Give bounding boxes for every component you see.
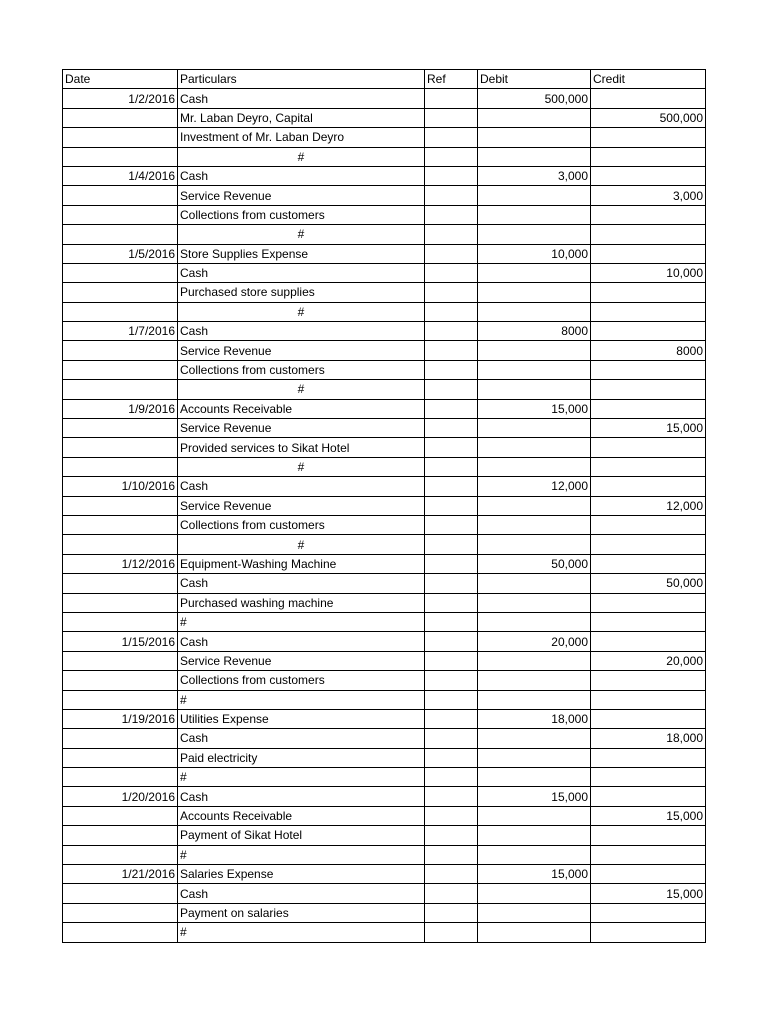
ref-cell: [425, 477, 478, 496]
ref-cell: [425, 380, 478, 399]
ref-cell: [425, 787, 478, 806]
credit-cell: [591, 632, 706, 651]
ref-cell: [425, 147, 478, 166]
table-row: [63, 457, 706, 476]
debit-cell: [478, 108, 591, 127]
ref-cell: [425, 108, 478, 127]
debit-cell: 50,000: [478, 554, 591, 573]
ref-cell: [425, 89, 478, 108]
ref-cell: [425, 457, 478, 476]
credit-cell: [591, 477, 706, 496]
debit-cell: 12,000: [478, 477, 591, 496]
debit-cell: [478, 923, 591, 942]
table-row: [63, 147, 706, 166]
debit-cell: [478, 263, 591, 282]
credit-cell: [591, 768, 706, 787]
particulars-cell: Accounts Receivable: [178, 806, 425, 825]
table-row: [63, 244, 706, 263]
debit-cell: [478, 612, 591, 631]
debit-cell: [478, 729, 591, 748]
date-cell: 1/2/2016: [63, 89, 178, 108]
table-row: [63, 322, 706, 341]
particulars-cell: Cash: [178, 787, 425, 806]
particulars-cell: Service Revenue: [178, 419, 425, 438]
date-cell: [63, 729, 178, 748]
ref-cell: [425, 845, 478, 864]
credit-cell: [591, 457, 706, 476]
ref-cell: [425, 768, 478, 787]
credit-cell: 20,000: [591, 651, 706, 670]
debit-cell: [478, 205, 591, 224]
credit-cell: [591, 244, 706, 263]
ref-cell: [425, 186, 478, 205]
credit-cell: [591, 845, 706, 864]
ref-cell: [425, 632, 478, 651]
particulars-cell: Collections from customers: [178, 205, 425, 224]
table-row: [63, 225, 706, 244]
ref-cell: [425, 205, 478, 224]
date-cell: [63, 884, 178, 903]
particulars-cell: #: [178, 690, 425, 709]
particulars-cell: Mr. Laban Deyro, Capital: [178, 108, 425, 127]
particulars-cell: Collections from customers: [178, 515, 425, 534]
table-row: [63, 515, 706, 534]
credit-cell: [591, 322, 706, 341]
table-row: [63, 884, 706, 903]
debit-cell: [478, 128, 591, 147]
debit-cell: [478, 903, 591, 922]
credit-cell: [591, 283, 706, 302]
table-row: [63, 535, 706, 554]
ref-cell: [425, 806, 478, 825]
credit-cell: 500,000: [591, 108, 706, 127]
ref-cell: [425, 322, 478, 341]
particulars-cell: Payment on salaries: [178, 903, 425, 922]
credit-cell: 50,000: [591, 574, 706, 593]
date-cell: [63, 360, 178, 379]
table-row: [63, 787, 706, 806]
table-row: [63, 671, 706, 690]
date-cell: [63, 419, 178, 438]
particulars-cell: #: [178, 302, 425, 321]
ref-cell: [425, 302, 478, 321]
ref-cell: [425, 438, 478, 457]
ref-cell: [425, 341, 478, 360]
debit-cell: [478, 671, 591, 690]
credit-cell: 15,000: [591, 419, 706, 438]
date-cell: 1/12/2016: [63, 554, 178, 573]
particulars-cell: Store Supplies Expense: [178, 244, 425, 263]
debit-cell: 8000: [478, 322, 591, 341]
particulars-cell: Paid electricity: [178, 748, 425, 767]
debit-cell: [478, 341, 591, 360]
ref-cell: [425, 515, 478, 534]
table-row: [63, 205, 706, 224]
debit-cell: [478, 360, 591, 379]
date-cell: [63, 283, 178, 302]
date-cell: [63, 186, 178, 205]
table-row: [63, 166, 706, 185]
debit-cell: 15,000: [478, 399, 591, 418]
debit-cell: 500,000: [478, 89, 591, 108]
date-cell: [63, 457, 178, 476]
credit-cell: [591, 865, 706, 884]
ref-cell: [425, 496, 478, 515]
date-cell: [63, 574, 178, 593]
date-cell: [63, 225, 178, 244]
date-cell: [63, 302, 178, 321]
date-cell: [63, 438, 178, 457]
particulars-cell: Service Revenue: [178, 496, 425, 515]
ref-cell: [425, 729, 478, 748]
particulars-cell: Payment of Sikat Hotel: [178, 826, 425, 845]
particulars-cell: #: [178, 380, 425, 399]
date-cell: 1/15/2016: [63, 632, 178, 651]
credit-cell: [591, 147, 706, 166]
ref-cell: [425, 709, 478, 728]
debit-cell: [478, 515, 591, 534]
credit-cell: [591, 787, 706, 806]
ref-cell: [425, 263, 478, 282]
credit-cell: 10,000: [591, 263, 706, 282]
particulars-cell: Cash: [178, 632, 425, 651]
ref-cell: [425, 826, 478, 845]
ref-cell: [425, 671, 478, 690]
particulars-cell: Cash: [178, 477, 425, 496]
date-cell: [63, 515, 178, 534]
header-date: Date: [63, 70, 178, 89]
credit-cell: 12,000: [591, 496, 706, 515]
particulars-cell: Service Revenue: [178, 186, 425, 205]
particulars-cell: #: [178, 768, 425, 787]
date-cell: [63, 108, 178, 127]
journal-table: [62, 69, 706, 943]
debit-cell: [478, 283, 591, 302]
particulars-cell: #: [178, 147, 425, 166]
debit-cell: 15,000: [478, 787, 591, 806]
credit-cell: [591, 535, 706, 554]
credit-cell: [591, 748, 706, 767]
date-cell: 1/19/2016: [63, 709, 178, 728]
date-cell: [63, 205, 178, 224]
particulars-cell: Equipment-Washing Machine: [178, 554, 425, 573]
particulars-cell: Collections from customers: [178, 360, 425, 379]
debit-cell: [478, 826, 591, 845]
table-row: [63, 419, 706, 438]
credit-cell: [591, 826, 706, 845]
particulars-cell: Utilities Expense: [178, 709, 425, 728]
debit-cell: 15,000: [478, 865, 591, 884]
date-cell: 1/5/2016: [63, 244, 178, 263]
particulars-cell: #: [178, 612, 425, 631]
particulars-cell: Provided services to Sikat Hotel: [178, 438, 425, 457]
ref-cell: [425, 574, 478, 593]
journal-body: [63, 89, 706, 942]
table-row: [63, 632, 706, 651]
ref-cell: [425, 128, 478, 147]
credit-cell: [591, 128, 706, 147]
table-row: [63, 729, 706, 748]
credit-cell: [591, 554, 706, 573]
date-cell: 1/7/2016: [63, 322, 178, 341]
date-cell: [63, 263, 178, 282]
ref-cell: [425, 865, 478, 884]
particulars-cell: Purchased store supplies: [178, 283, 425, 302]
table-row: [63, 496, 706, 515]
table-row: [63, 341, 706, 360]
debit-cell: 10,000: [478, 244, 591, 263]
table-row: [63, 845, 706, 864]
particulars-cell: Cash: [178, 884, 425, 903]
debit-cell: [478, 574, 591, 593]
particulars-cell: #: [178, 845, 425, 864]
date-cell: 1/21/2016: [63, 865, 178, 884]
table-row: [63, 128, 706, 147]
table-row: [63, 768, 706, 787]
table-row: [63, 302, 706, 321]
table-row: [63, 903, 706, 922]
header-row: [63, 70, 706, 89]
ref-cell: [425, 554, 478, 573]
date-cell: [63, 535, 178, 554]
table-row: [63, 651, 706, 670]
debit-cell: [478, 593, 591, 612]
ref-cell: [425, 399, 478, 418]
header-particulars: Particulars: [178, 70, 425, 89]
table-row: [63, 923, 706, 942]
credit-cell: 18,000: [591, 729, 706, 748]
particulars-cell: #: [178, 225, 425, 244]
ref-cell: [425, 593, 478, 612]
debit-cell: [478, 651, 591, 670]
particulars-cell: Cash: [178, 166, 425, 185]
date-cell: [63, 923, 178, 942]
table-row: [63, 283, 706, 302]
ref-cell: [425, 923, 478, 942]
table-row: [63, 826, 706, 845]
debit-cell: [478, 496, 591, 515]
date-cell: 1/4/2016: [63, 166, 178, 185]
date-cell: [63, 671, 178, 690]
credit-cell: [591, 302, 706, 321]
debit-cell: [478, 225, 591, 244]
particulars-cell: Accounts Receivable: [178, 399, 425, 418]
debit-cell: [478, 806, 591, 825]
table-row: [63, 89, 706, 108]
credit-cell: 15,000: [591, 884, 706, 903]
date-cell: 1/10/2016: [63, 477, 178, 496]
table-row: [63, 806, 706, 825]
credit-cell: 3,000: [591, 186, 706, 205]
credit-cell: [591, 923, 706, 942]
credit-cell: [591, 671, 706, 690]
table-row: [63, 399, 706, 418]
particulars-cell: Purchased washing machine: [178, 593, 425, 612]
date-cell: [63, 496, 178, 515]
ref-cell: [425, 283, 478, 302]
ref-cell: [425, 651, 478, 670]
debit-cell: 18,000: [478, 709, 591, 728]
table-row: [63, 554, 706, 573]
header-debit: Debit: [478, 70, 591, 89]
credit-cell: [591, 612, 706, 631]
debit-cell: [478, 748, 591, 767]
particulars-cell: Cash: [178, 89, 425, 108]
debit-cell: [478, 884, 591, 903]
debit-cell: [478, 186, 591, 205]
debit-cell: [478, 302, 591, 321]
particulars-cell: Cash: [178, 322, 425, 341]
ref-cell: [425, 419, 478, 438]
date-cell: [63, 147, 178, 166]
table-row: [63, 108, 706, 127]
ref-cell: [425, 884, 478, 903]
credit-cell: [591, 225, 706, 244]
table-row: [63, 186, 706, 205]
table-row: [63, 438, 706, 457]
debit-cell: [478, 457, 591, 476]
date-cell: 1/9/2016: [63, 399, 178, 418]
date-cell: [63, 341, 178, 360]
ref-cell: [425, 748, 478, 767]
ref-cell: [425, 225, 478, 244]
table-row: [63, 263, 706, 282]
table-row: [63, 477, 706, 496]
credit-cell: [591, 380, 706, 399]
ref-cell: [425, 166, 478, 185]
ref-cell: [425, 244, 478, 263]
table-row: [63, 612, 706, 631]
debit-cell: [478, 419, 591, 438]
header-ref: Ref: [425, 70, 478, 89]
debit-cell: [478, 768, 591, 787]
particulars-cell: Cash: [178, 729, 425, 748]
particulars-cell: Service Revenue: [178, 651, 425, 670]
debit-cell: [478, 690, 591, 709]
debit-cell: 3,000: [478, 166, 591, 185]
table-row: [63, 574, 706, 593]
particulars-cell: Salaries Expense: [178, 865, 425, 884]
date-cell: [63, 612, 178, 631]
ref-cell: [425, 690, 478, 709]
date-cell: [63, 651, 178, 670]
debit-cell: [478, 380, 591, 399]
credit-cell: [591, 903, 706, 922]
particulars-cell: #: [178, 923, 425, 942]
date-cell: 1/20/2016: [63, 787, 178, 806]
debit-cell: [478, 845, 591, 864]
credit-cell: [591, 593, 706, 612]
credit-cell: [591, 360, 706, 379]
credit-cell: [591, 438, 706, 457]
date-cell: [63, 845, 178, 864]
date-cell: [63, 593, 178, 612]
debit-cell: [478, 438, 591, 457]
credit-cell: [591, 89, 706, 108]
debit-cell: [478, 535, 591, 554]
credit-cell: [591, 515, 706, 534]
particulars-cell: #: [178, 457, 425, 476]
date-cell: [63, 826, 178, 845]
date-cell: [63, 806, 178, 825]
credit-cell: [591, 205, 706, 224]
credit-cell: [591, 399, 706, 418]
date-cell: [63, 690, 178, 709]
ref-cell: [425, 612, 478, 631]
header-credit: Credit: [591, 70, 706, 89]
credit-cell: 8000: [591, 341, 706, 360]
date-cell: [63, 903, 178, 922]
debit-cell: [478, 147, 591, 166]
particulars-cell: #: [178, 535, 425, 554]
table-row: [63, 690, 706, 709]
table-row: [63, 593, 706, 612]
table-row: [63, 360, 706, 379]
particulars-cell: Collections from customers: [178, 671, 425, 690]
credit-cell: [591, 690, 706, 709]
particulars-cell: Investment of Mr. Laban Deyro: [178, 128, 425, 147]
credit-cell: [591, 166, 706, 185]
particulars-cell: Cash: [178, 263, 425, 282]
date-cell: [63, 128, 178, 147]
particulars-cell: Cash: [178, 574, 425, 593]
date-cell: [63, 380, 178, 399]
table-row: [63, 380, 706, 399]
table-row: [63, 748, 706, 767]
credit-cell: 15,000: [591, 806, 706, 825]
credit-cell: [591, 709, 706, 728]
ref-cell: [425, 535, 478, 554]
table-row: [63, 865, 706, 884]
ref-cell: [425, 360, 478, 379]
date-cell: [63, 768, 178, 787]
table-row: [63, 709, 706, 728]
debit-cell: 20,000: [478, 632, 591, 651]
ref-cell: [425, 903, 478, 922]
particulars-cell: Service Revenue: [178, 341, 425, 360]
date-cell: [63, 748, 178, 767]
